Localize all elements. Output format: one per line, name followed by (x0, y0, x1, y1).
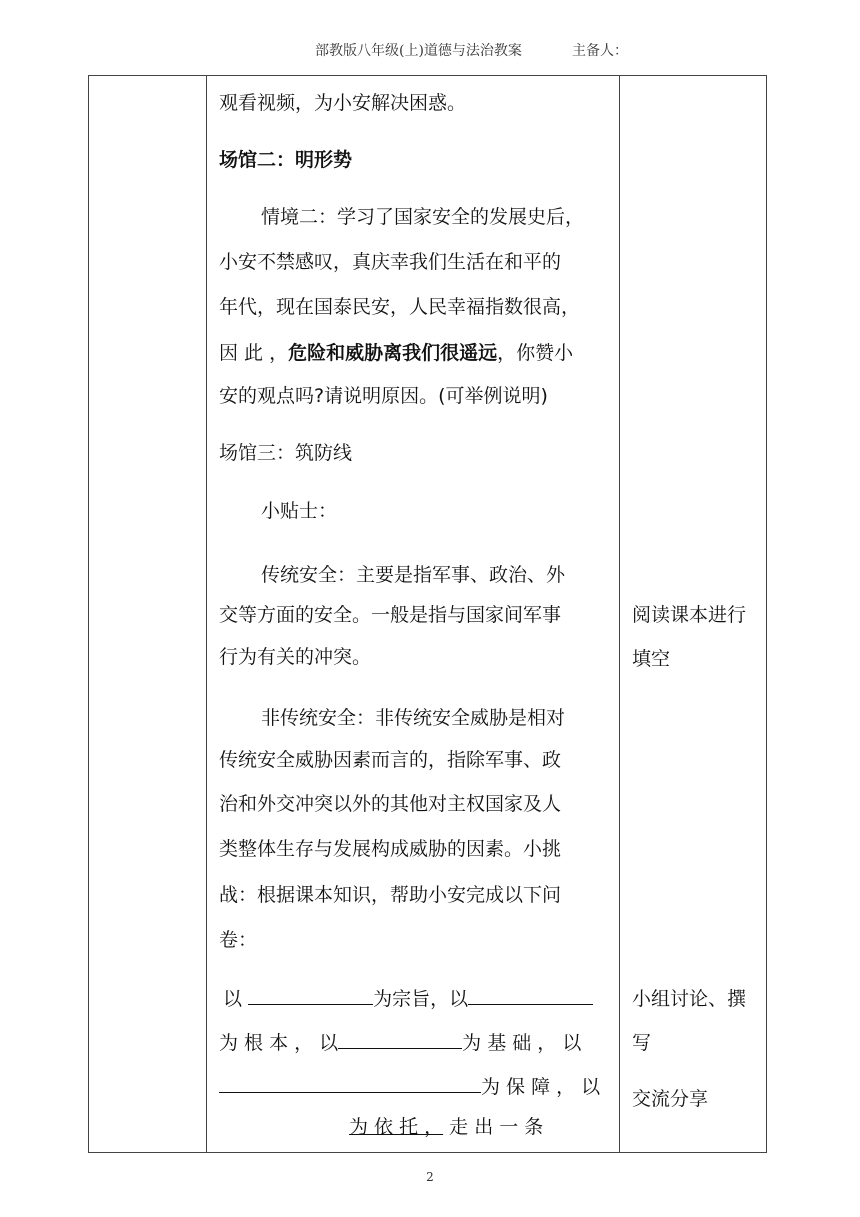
scenario-two-line: 安的观点吗?请说明原因。(可举例说明) (219, 385, 548, 407)
traditional-security-line: 行为有关的冲突。 (219, 646, 372, 668)
hall-two-heading: 场馆二：明形势 (219, 149, 353, 171)
scenario-two-line (219, 332, 573, 375)
fill-text: 走 出 一 条 (449, 1116, 544, 1138)
non-traditional-security-line: 治和外交冲突以外的其他对主权国家及人 (219, 793, 562, 815)
activity-text: 阅读课本进行 (632, 604, 747, 626)
column-divider-left (206, 76, 207, 1152)
scenario-two-line: 小安不禁感叹，真庆幸我们生活在和平的 (219, 251, 562, 273)
fill-text: 为 基 础 ， 以 (462, 1032, 582, 1054)
tips-label: 小贴士： (261, 500, 338, 522)
activity-text: 交流分享 (632, 1088, 709, 1110)
fill-text: 为 依 托 ， (349, 1116, 444, 1138)
non-traditional-security-line: 战：根据课本知识，帮助小安完成以下问 (219, 884, 562, 906)
non-traditional-security-line: 卷： (219, 929, 258, 951)
video-instruction: 观看视频，为小安解决困惑。 (219, 92, 467, 114)
preparer-label: 主备人： (572, 43, 628, 59)
fill-in-line (349, 1106, 543, 1149)
scenario-two-line: 年代，现在国泰民安，人民幸福指数很高， (219, 296, 581, 318)
fill-text: 为 保 障 ， 以 (481, 1076, 601, 1098)
traditional-security-line: 传统安全：主要是指军事、政治、外 (261, 564, 566, 586)
traditional-security-line: 交等方面的安全。一般是指与国家间军事 (219, 604, 562, 626)
answer-blank[interactable] (338, 1026, 462, 1049)
non-traditional-security-line: 类整体生存与发展构成威胁的因素。小挑 (219, 838, 562, 860)
activity-text: 写 (632, 1032, 652, 1054)
fill-text: 为 根 本 ， 以 (219, 1032, 339, 1054)
fill-in-line (219, 1022, 581, 1065)
answer-blank[interactable] (248, 982, 373, 1005)
non-traditional-security-line: 传统安全威胁因素而言的，指除军事、政 (219, 749, 562, 771)
hall-three-heading: 场馆三：筑防线 (219, 442, 353, 464)
fill-in-line (219, 1066, 600, 1109)
non-traditional-security-line: 非传统安全：非传统安全威胁是相对 (261, 707, 566, 729)
fill-in-line (223, 978, 593, 1021)
scenario-emphasis: 危险和威胁离我们很遥远 (288, 342, 498, 364)
column-divider-right (619, 76, 620, 1152)
fill-text: 为宗旨，以 (373, 988, 469, 1010)
document-title: 部教版八年级(上)道德与法治教案 (315, 43, 522, 59)
scenario-text: ，你赞小 (497, 342, 574, 364)
scenario-two-line: 情境二：学习了国家安全的发展史后， (261, 206, 585, 228)
answer-blank[interactable] (219, 1070, 481, 1093)
activity-text: 填空 (632, 648, 671, 670)
scenario-text: 因 此 ， (219, 342, 289, 364)
answer-blank[interactable] (468, 982, 593, 1005)
activity-text: 小组讨论、撰 (632, 988, 747, 1010)
lesson-table (88, 75, 767, 1153)
page-header (0, 40, 860, 62)
fill-text: 以 (223, 988, 243, 1010)
page-number: 2 (426, 1170, 434, 1184)
